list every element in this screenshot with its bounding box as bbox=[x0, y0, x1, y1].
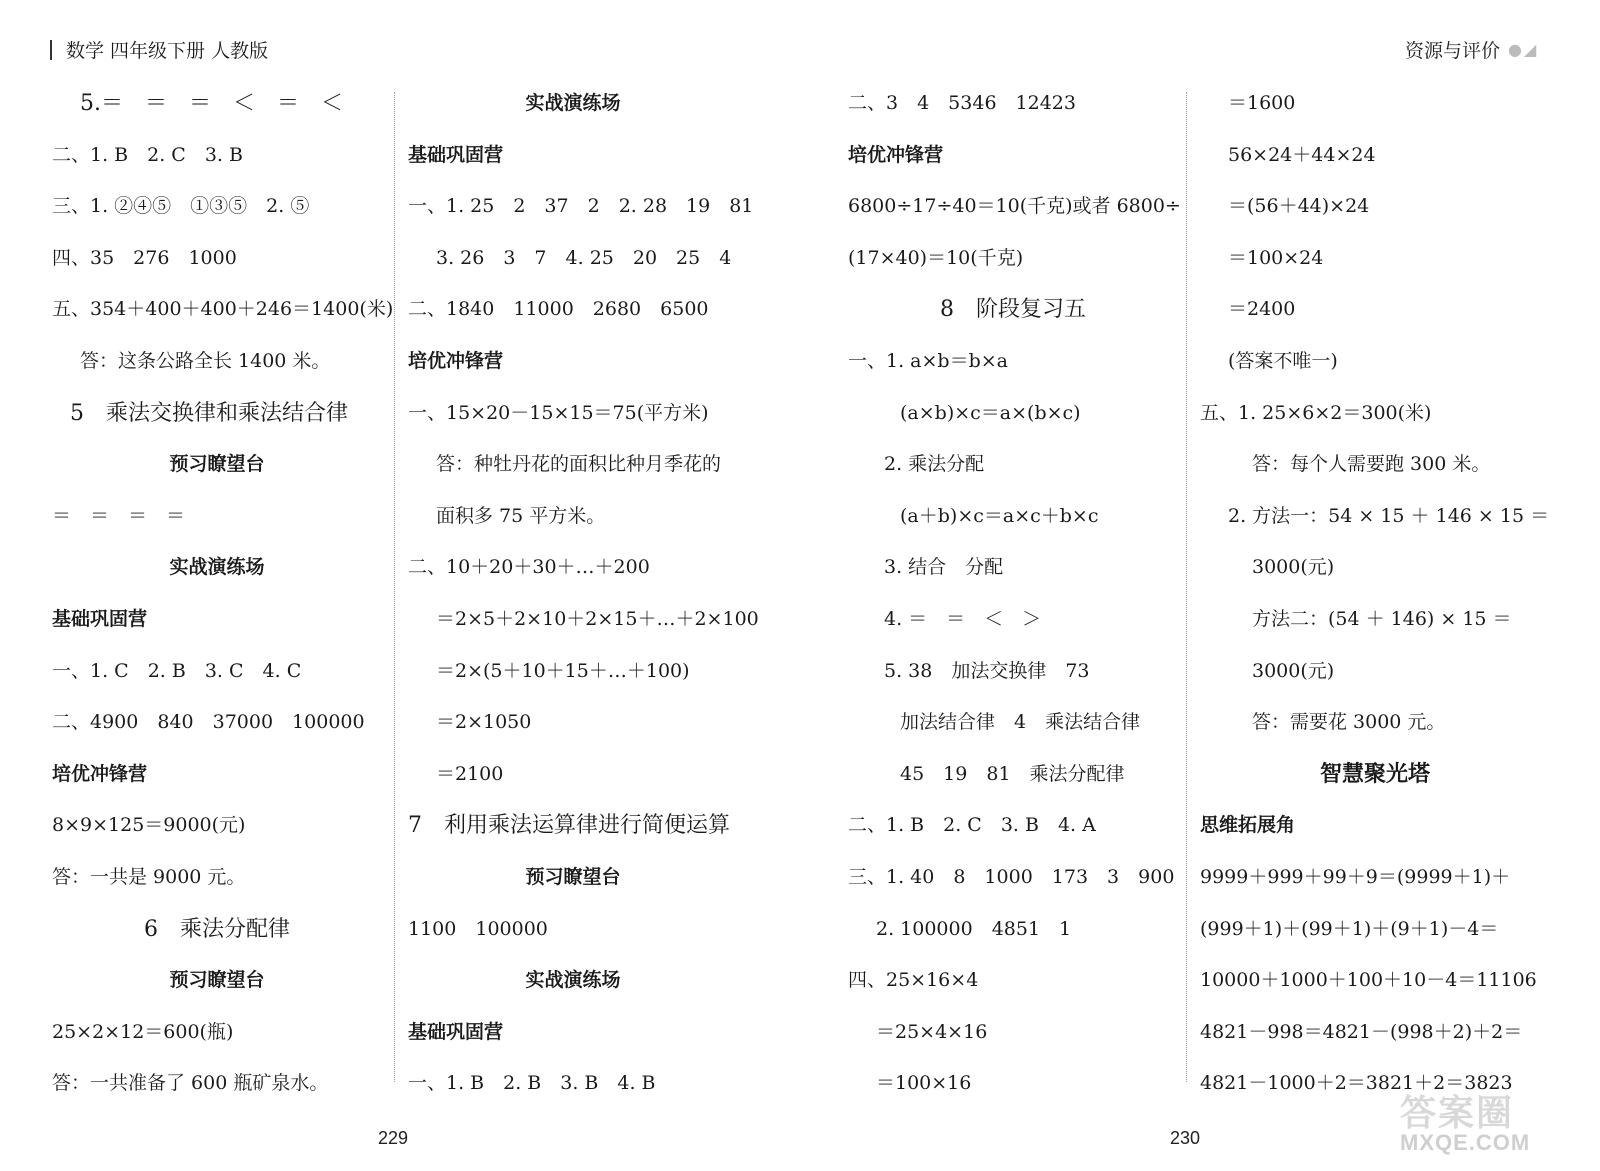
header-bar bbox=[50, 40, 52, 60]
answer-line: ＝2×1050 bbox=[436, 711, 532, 734]
answer-line: 答：一共是 9000 元。 bbox=[52, 865, 246, 888]
answer-line: 四、35 276 1000 bbox=[52, 246, 237, 269]
running-header-right bbox=[1405, 36, 1538, 63]
lesson-title: 8 阶段复习五 bbox=[940, 297, 1086, 323]
column-divider bbox=[394, 92, 396, 1082]
answer-line: 面积多 75 平方米。 bbox=[436, 504, 606, 527]
answer-line: 9999＋999＋99＋9＝(9999＋1)＋ bbox=[1200, 865, 1511, 888]
header-right-text: 资源与评价 bbox=[1405, 40, 1501, 62]
answer-line: 2. 100000 4851 1 bbox=[876, 917, 1072, 940]
answer-line: 二、1. B 2. C 3. B bbox=[52, 143, 243, 166]
answer-line: 5. 38 加法交换律 73 bbox=[884, 659, 1090, 682]
column-divider bbox=[1186, 92, 1188, 1082]
answer-line: 3000(元) bbox=[1252, 556, 1335, 579]
answer-line: 2. 方法一：54 × 15 ＋ 146 × 15 ＝ bbox=[1228, 504, 1550, 527]
answer-line: 一、1. a×b＝b×a bbox=[848, 349, 1008, 372]
section-heading: 预习瞭望台 bbox=[169, 969, 265, 992]
watermark bbox=[1400, 1085, 1580, 1165]
answer-line: 3. 26 3 7 4. 25 20 25 4 bbox=[436, 246, 732, 269]
answer-line: 1100 100000 bbox=[408, 917, 548, 940]
answer-line: ＝1600 bbox=[1228, 92, 1296, 114]
answer-line: 答：需要花 3000 元。 bbox=[1252, 711, 1446, 734]
answer-line: ＝25×4×16 bbox=[876, 1020, 988, 1043]
answer-line: 答：种牡丹花的面积比种月季花的 bbox=[436, 453, 722, 476]
column-2 bbox=[408, 78, 759, 1110]
answer-line: ＝ ＝ ＝ ＝ bbox=[52, 504, 186, 527]
answer-line: 方法二：(54 ＋ 146) × 15 ＝ bbox=[1252, 607, 1512, 630]
answer-line: ＝(56＋44)×24 bbox=[1228, 195, 1370, 218]
section-heading: 预习瞭望台 bbox=[525, 865, 621, 888]
subsection-heading: 基础巩固营 bbox=[408, 143, 504, 166]
answer-line: 答：每个人需要跑 300 米。 bbox=[1252, 453, 1491, 476]
answer-line: 2. 乘法分配 bbox=[884, 453, 985, 476]
subsection-heading: 培优冲锋营 bbox=[52, 762, 148, 785]
answer-line: 3000(元) bbox=[1252, 659, 1335, 682]
answer-line: 二、10＋20＋30＋…＋200 bbox=[408, 556, 650, 579]
answer-line: ＝2400 bbox=[1228, 298, 1296, 321]
answer-line: 45 19 81 乘法分配律 bbox=[900, 762, 1125, 785]
answer-line: 三、1. ②④⑤ ①③⑤ 2. ⑤ bbox=[52, 195, 310, 218]
answer-line: ＝2100 bbox=[436, 762, 504, 785]
answer-line: 答：一共准备了 600 瓶矿泉水。 bbox=[52, 1072, 329, 1095]
answer-line: 五、1. 25×6×2＝300(米) bbox=[1200, 401, 1432, 424]
answer-line: 5.＝ ＝ ＝ ＜ ＝ ＜ bbox=[80, 91, 343, 116]
answer-line: 二、4900 840 37000 100000 bbox=[52, 711, 365, 734]
section-heading: 预习瞭望台 bbox=[169, 453, 265, 476]
answer-line: 二、1. B 2. C 3. B 4. A bbox=[848, 814, 1096, 837]
answer-line: ＝2×5＋2×10＋2×15＋…＋2×100 bbox=[436, 607, 759, 630]
page-number-right: 230 bbox=[1170, 1128, 1201, 1148]
section-heading: 智慧聚光塔 bbox=[1319, 761, 1430, 787]
answer-line: (17×40)＝10(千克) bbox=[848, 246, 1024, 269]
subsection-heading: 基础巩固营 bbox=[52, 607, 148, 630]
answer-line: ＝100×16 bbox=[876, 1072, 972, 1095]
column-4 bbox=[1200, 78, 1550, 1110]
answer-line: 三、1. 40 8 1000 173 3 900 bbox=[848, 865, 1175, 888]
watermark-logo: 答案圈 bbox=[1400, 1092, 1515, 1133]
answer-line: 25×2×12＝600(瓶) bbox=[52, 1020, 234, 1043]
answer-line: (a×b)×c＝a×(b×c) bbox=[900, 401, 1081, 424]
subsection-heading: 基础巩固营 bbox=[408, 1020, 504, 1043]
subsection-heading: 培优冲锋营 bbox=[848, 143, 944, 166]
answer-line: 一、1. 25 2 37 2 2. 28 19 81 bbox=[408, 195, 754, 218]
answer-line: 4. ＝ ＝ ＜ ＞ bbox=[884, 607, 1042, 630]
answer-line: (a＋b)×c＝a×c＋b×c bbox=[900, 504, 1099, 527]
answer-line: (999＋1)＋(99＋1)＋(9＋1)－4＝ bbox=[1200, 917, 1499, 940]
answer-line: 一、1. C 2. B 3. C 4. C bbox=[52, 659, 302, 682]
answer-line: ＝100×24 bbox=[1228, 246, 1324, 269]
answer-line: 6800÷17÷40＝10(千克)或者 6800÷ bbox=[848, 195, 1181, 218]
answer-line: ＝2×(5＋10＋15＋…＋100) bbox=[436, 659, 690, 682]
answer-line: 4821－1000＋2＝3821＋2＝3823 bbox=[1200, 1072, 1513, 1095]
page-number-left: 229 bbox=[378, 1128, 409, 1148]
subsection-heading: 培优冲锋营 bbox=[408, 349, 504, 372]
lesson-title: 7 利用乘法运算律进行简便运算 bbox=[408, 813, 730, 839]
answer-line: 10000＋1000＋100＋10－4＝11106 bbox=[1200, 969, 1537, 992]
answer-line: 3. 结合 分配 bbox=[884, 556, 1004, 579]
running-header-left bbox=[50, 36, 268, 63]
answer-line: 一、1. B 2. B 3. B 4. B bbox=[408, 1072, 656, 1095]
answer-line: 加法结合律 4 乘法结合律 bbox=[900, 711, 1141, 734]
lesson-title: 5 乘法交换律和乘法结合律 bbox=[70, 400, 348, 426]
answer-line: 8×9×125＝9000(元) bbox=[52, 814, 246, 837]
answer-line: 一、15×20－15×15＝75(平方米) bbox=[408, 401, 709, 424]
section-heading: 实战演练场 bbox=[525, 92, 621, 114]
subsection-heading: 思维拓展角 bbox=[1200, 814, 1296, 837]
answer-line: 五、354＋400＋400＋246＝1400(米) bbox=[52, 298, 394, 321]
answer-line: 四、25×16×4 bbox=[848, 969, 979, 992]
answer-line: 答：这条公路全长 1400 米。 bbox=[80, 349, 331, 372]
section-heading: 实战演练场 bbox=[169, 556, 265, 579]
section-heading: 实战演练场 bbox=[525, 969, 621, 992]
watermark-url: MXQE.COM bbox=[1400, 1130, 1531, 1155]
answer-line: 二、1840 11000 2680 6500 bbox=[408, 298, 709, 321]
header-left-text: 数学 四年级下册 人教版 bbox=[66, 40, 269, 62]
header-decoration-icon: ●◢ bbox=[1508, 40, 1539, 59]
answer-line: 56×24＋44×24 bbox=[1228, 143, 1376, 166]
lesson-title: 6 乘法分配律 bbox=[144, 916, 290, 942]
answer-line: (答案不唯一) bbox=[1228, 349, 1338, 372]
column-3 bbox=[848, 78, 1181, 1110]
answer-line: 二、3 4 5346 12423 bbox=[848, 92, 1076, 114]
column-1 bbox=[52, 78, 394, 1110]
answer-line: 4821－998＝4821－(998＋2)＋2＝ bbox=[1200, 1020, 1523, 1043]
